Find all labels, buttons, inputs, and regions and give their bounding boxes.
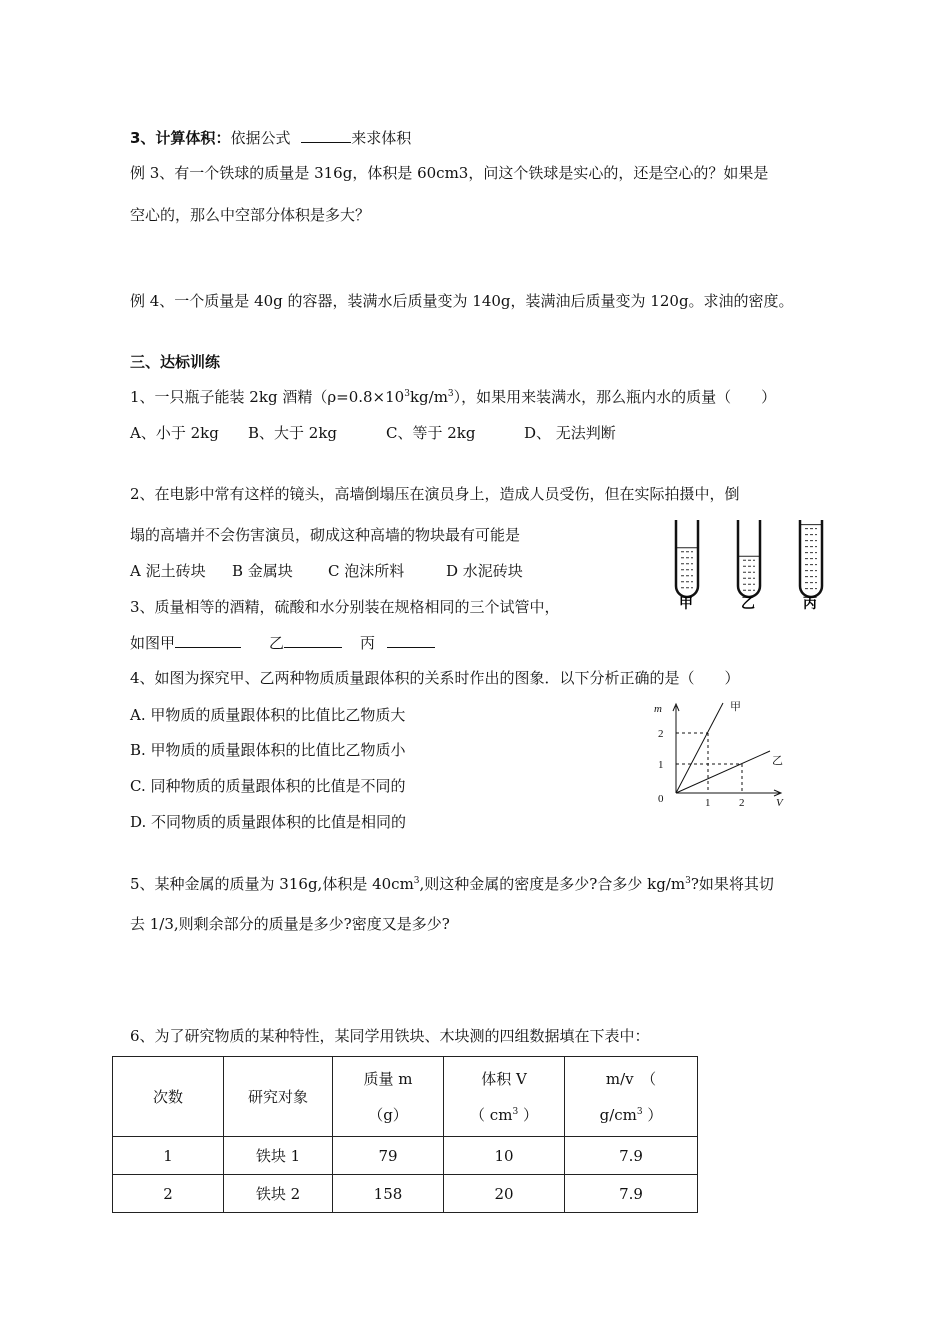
example3-line1: 例 3、有一个铁球的质量是 316g，体积是 60cm3，问这个铁球是实心的，还是空心的？如果是 <box>130 164 769 182</box>
test-tube-3 <box>800 520 822 612</box>
q1-option-c[interactable]: C、等于 2kg <box>386 424 476 442</box>
series-jia-line <box>676 703 723 793</box>
header-mass-name: 质量 m <box>363 1069 413 1088</box>
header-ratio-name: m/v （ <box>605 1069 657 1088</box>
volume-unit-a: （ cm <box>470 1105 513 1124</box>
q5-line1 <box>130 874 774 894</box>
q2-option-c[interactable]: C 泡沫所料 <box>328 562 405 580</box>
y-tick-2: 2 <box>658 728 664 740</box>
q5-text-c: ?如果将其切 <box>690 875 774 893</box>
header-count: 次数 <box>113 1057 224 1137</box>
q4-option-a[interactable]: A. 甲物质的质量跟体积的比值比乙物质大 <box>130 706 406 724</box>
cell-object: 铁块 1 <box>224 1137 333 1175</box>
cell-ratio: 7.9 <box>565 1175 698 1213</box>
table-header-row <box>113 1057 698 1137</box>
q4-option-c[interactable]: C. 同种物质的质量跟体积的比值是不同的 <box>130 777 406 795</box>
origin-label: 0 <box>658 793 664 805</box>
q3-blank-b[interactable] <box>284 633 342 648</box>
q3-blank-a[interactable] <box>175 633 241 648</box>
cell-count: 1 <box>113 1137 224 1175</box>
ratio-unit-a: g/cm <box>599 1105 637 1124</box>
q4-line1: 4、如图为探究甲、乙两种物质质量跟体积的关系时作出的图象．以下分析正确的是（ ） <box>130 669 740 687</box>
q1-option-d[interactable]: D、 无法判断 <box>524 424 616 442</box>
q4-option-b[interactable]: B. 甲物质的质量跟体积的比值比乙物质小 <box>130 741 406 759</box>
q1-option-b[interactable]: B、大于 2kg <box>248 424 338 442</box>
series-jia-label: 甲 <box>730 701 741 713</box>
section3-heading <box>130 128 411 148</box>
header-volume-unit <box>444 1097 564 1133</box>
cell-mass: 158 <box>333 1175 444 1213</box>
q2-line2: 塌的高墙并不会伤害演员，砌成这种高墙的物块最有可能是 <box>130 526 521 544</box>
example4-line1: 例 4、一个质量是 40g 的容器，装满水后质量变为 140g，装满油后质量变为 120g。求油的密度。 <box>130 292 794 310</box>
q5-sup2: 3 <box>685 876 691 886</box>
volume-unit-sup: 3 <box>512 1106 519 1117</box>
x-tick-1: 1 <box>705 797 711 809</box>
series-yi-label: 乙 <box>772 755 783 767</box>
q5-sup1: 3 <box>413 876 420 886</box>
series-yi-line <box>676 751 770 793</box>
q1-options <box>130 423 616 443</box>
header-mass-unit: （g） <box>368 1105 408 1124</box>
ratio-unit-sup: 3 <box>636 1106 643 1117</box>
q3-label-a: 如图甲 <box>130 634 176 652</box>
cell-volume: 20 <box>444 1175 565 1213</box>
table-row <box>113 1175 698 1213</box>
x-tick-2: 2 <box>739 797 745 809</box>
tube-liquid <box>677 548 697 586</box>
y-tick-1: 1 <box>658 759 664 771</box>
q1-text-b: kg/m <box>409 388 448 406</box>
section3-title: 3、计算体积： <box>130 129 231 147</box>
q1-option-a[interactable]: A、小于 2kg <box>130 424 219 442</box>
q2-line1: 2、在电影中常有这样的镜头，高墙倒塌压在演员身上，造成人员受伤，但在实际拍摄中，倒 <box>130 485 740 503</box>
test-tubes-figure <box>660 512 840 612</box>
test-tube-2 <box>738 520 760 612</box>
table-row <box>113 1137 698 1175</box>
q6-line1: 6、为了研究物质的某种特性，某同学用铁块、木块测的四组数据填在下表中： <box>130 1027 650 1045</box>
volume-unit-c: ） <box>518 1105 538 1124</box>
q5-line2: 去 1/3,则剩余部分的质量是多少?密度又是多少? <box>130 915 450 933</box>
cell-ratio: 7.9 <box>565 1137 698 1175</box>
q5-text-b: ,则这种金属的密度是多少?合多少 kg/m <box>419 875 686 893</box>
q1-sup2: 3 <box>447 389 454 399</box>
q1-text <box>130 387 776 407</box>
cell-mass: 79 <box>333 1137 444 1175</box>
header-mass <box>333 1057 444 1137</box>
q3-label-c: 丙 <box>360 634 376 652</box>
header-volume <box>444 1057 565 1137</box>
x-axis-label: V <box>776 797 783 809</box>
q1-sup1: 3 <box>404 389 410 399</box>
cell-count: 2 <box>113 1175 224 1213</box>
q3-blank-c[interactable] <box>387 633 435 648</box>
q2-options <box>130 561 523 581</box>
formula-blank[interactable] <box>301 128 351 143</box>
q3-label-b: 乙 <box>269 634 285 652</box>
tube-label: 丙 <box>803 596 817 612</box>
q3-line1: 3、质量相等的酒精，硫酸和水分别装在规格相同的三个试管中， <box>130 598 560 616</box>
q6-data-table <box>112 1056 698 1213</box>
cell-object: 铁块 2 <box>224 1175 333 1213</box>
test-tube-1 <box>676 520 698 612</box>
q4-option-d[interactable]: D. 不同物质的质量跟体积的比值是相同的 <box>130 813 407 831</box>
q1-text-a: 1、一只瓶子能装 2kg 酒精（ρ=0.8×10 <box>130 388 405 406</box>
cell-volume: 10 <box>444 1137 565 1175</box>
q2-option-b[interactable]: B 金属块 <box>232 562 293 580</box>
q3-answers <box>130 633 435 653</box>
header-ratio-unit <box>565 1097 697 1133</box>
q5-text-a: 5、某种金属的质量为 316g,体积是 40cm <box>130 875 414 893</box>
header-object: 研究对象 <box>224 1057 333 1137</box>
mass-volume-graph <box>648 698 798 813</box>
tube-label: 乙 <box>741 596 755 612</box>
q2-option-d[interactable]: D 水泥砖块 <box>446 562 523 580</box>
tube-label: 甲 <box>679 596 693 612</box>
ratio-unit-c: ） <box>642 1105 663 1124</box>
header-volume-name: 体积 V <box>481 1069 527 1088</box>
header-ratio <box>565 1057 698 1137</box>
section3-tail: 来求体积 <box>351 129 412 147</box>
example3-line2: 空心的，那么中空部分体积是多大？ <box>130 206 371 224</box>
y-axis-label: m <box>654 703 662 715</box>
q2-option-a[interactable]: A 泥土砖块 <box>130 562 206 580</box>
section3-text: 依据公式 <box>230 129 291 147</box>
practice-heading: 三、达标训练 <box>130 353 221 371</box>
q1-text-c: ），如果用来装满水，那么瓶内水的质量（ ） <box>453 388 777 406</box>
